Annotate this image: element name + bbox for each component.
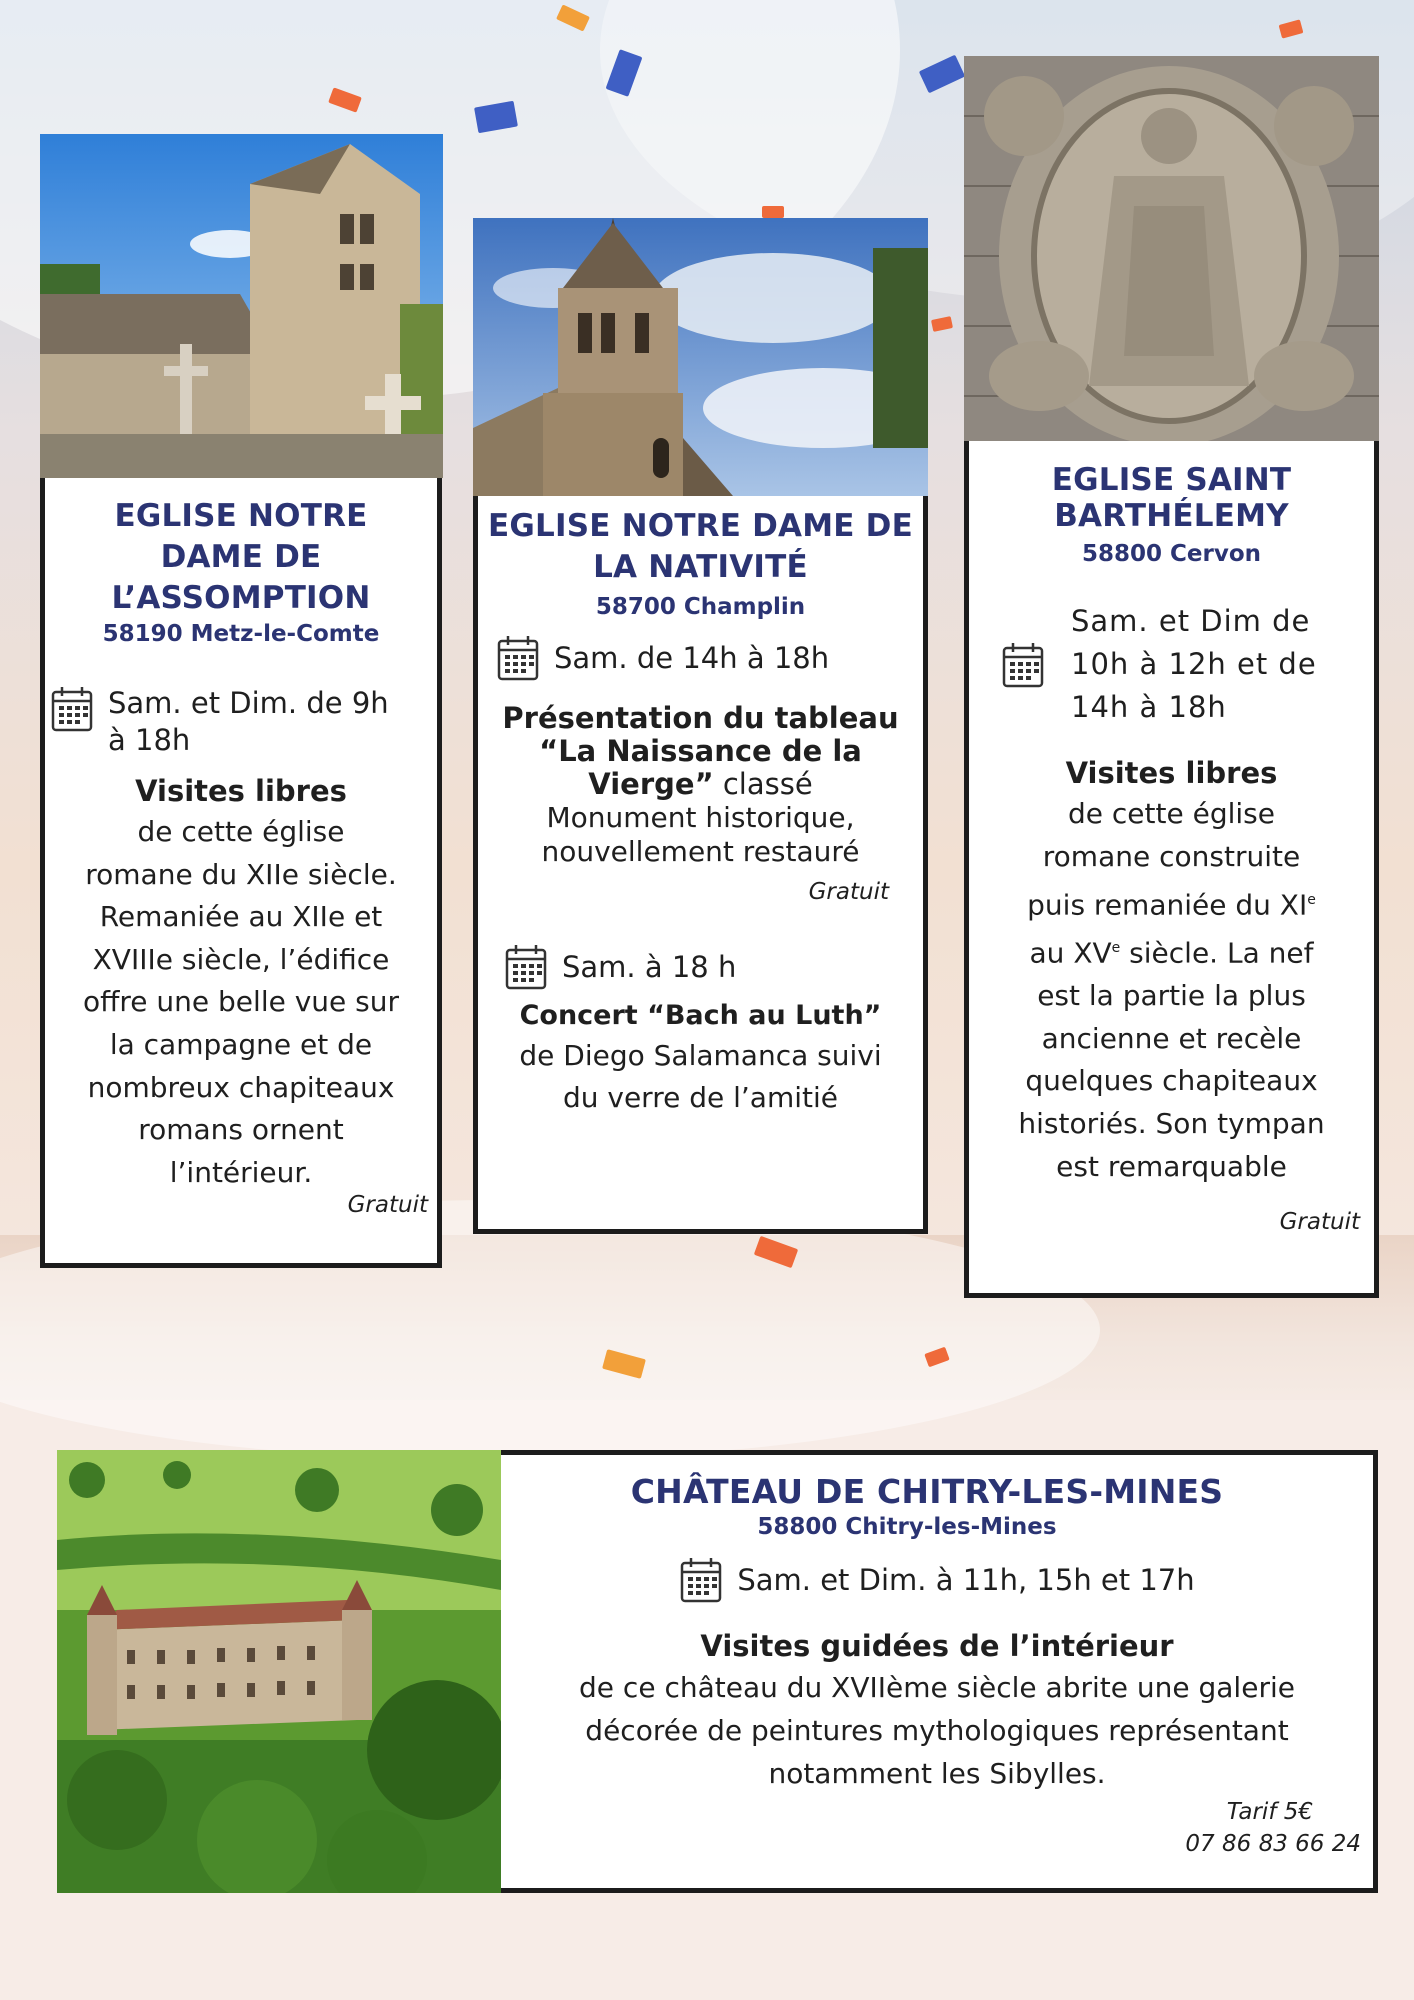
superscript: e: [1307, 891, 1316, 908]
card-headline-2: Concert “Bach au Luth”: [519, 1000, 882, 1031]
headline-line: [478, 768, 923, 801]
card-price: Gratuit: [347, 1192, 428, 1219]
card-location: 58800 Cervon: [1081, 541, 1261, 567]
desc-line: décorée de peintures mythologiques représentant: [585, 1714, 1289, 1747]
desc-line: ancienne et recèle: [1041, 1021, 1302, 1055]
headline-tail: classé: [713, 767, 813, 801]
card-description: [969, 793, 1374, 1189]
card-barthelemy-content: [969, 462, 1374, 1235]
card-title-line: L’ASSOMPTION: [111, 580, 371, 616]
card-title: [50, 496, 432, 619]
card-price: Gratuit: [1279, 1208, 1360, 1235]
schedule-row: [50, 685, 432, 759]
card-title-line: DAME DE: [160, 539, 322, 575]
calendar-icon: [504, 943, 548, 991]
card-description: [501, 1666, 1373, 1795]
desc-line: [969, 879, 1374, 927]
desc-line: est remarquable: [1056, 1150, 1287, 1184]
tympanum-sculpture-photo: [964, 56, 1379, 441]
desc-line: nouvellement restauré: [541, 835, 860, 868]
schedule-text: Sam. à 18 h: [562, 950, 737, 984]
schedule-line: Sam. et Dim de: [1071, 604, 1311, 638]
card-title: CHÂTEAU DE CHITRY-LES-MINES: [630, 1472, 1224, 1511]
card-location: 58190 Metz-le-Comte: [102, 621, 380, 647]
chateau-content: [501, 1472, 1373, 1857]
card-title-line: EGLISE NOTRE DAME DE: [488, 508, 913, 544]
desc-line: du verre de l’amitié: [562, 1081, 839, 1114]
desc-line: Remaniée au XIIe et: [99, 900, 383, 934]
schedule-row: [501, 1556, 1373, 1604]
bell-tower-svg: [473, 218, 928, 496]
card-title: [969, 462, 1374, 534]
bell-tower-photo: [473, 218, 928, 496]
card-headline: Visites guidées de l’intérieur: [700, 1629, 1174, 1663]
desc-line: [969, 927, 1374, 975]
desc-line: de Diego Salamanca suivi: [519, 1039, 882, 1072]
card-description: [50, 811, 432, 1194]
desc-line: la campagne et de: [109, 1027, 373, 1061]
desc-line: notamment les Sibylles.: [768, 1757, 1106, 1790]
desc-line: historiés. Son tympan: [1018, 1107, 1325, 1141]
chateau-svg: [57, 1450, 501, 1893]
church-tower-photo: [40, 134, 443, 478]
card-headline: Visites libres: [1065, 756, 1278, 790]
desc-line-text: siècle. La nef: [1120, 936, 1314, 970]
calendar-icon: [496, 634, 540, 682]
tympanum-svg: [964, 56, 1379, 441]
desc-line: romane du XIIe siècle.: [85, 857, 397, 891]
card-assomption-content: [50, 496, 432, 1218]
card-price: Tarif 5€: [1226, 1799, 1313, 1825]
desc-line-text: au XV: [1029, 936, 1112, 970]
card-title: [478, 506, 923, 588]
schedule-line: 10h à 12h et de: [1071, 647, 1317, 681]
card-nativite-content: [478, 506, 923, 1119]
desc-line: nombreux chapiteaux: [87, 1070, 395, 1104]
desc-line: de cette église: [1068, 797, 1275, 830]
headline-line: Présentation du tableau: [502, 701, 899, 735]
desc-line: de ce château du XVIIème siècle abrite une galerie: [579, 1671, 1295, 1704]
schedule-text: Sam. et Dim. à 11h, 15h et 17h: [737, 1563, 1195, 1597]
desc-line: quelques chapiteaux: [1025, 1064, 1318, 1098]
confetti: [762, 206, 784, 218]
desc-line: XVIIIe siècle, l’édifice: [92, 942, 390, 976]
card-title-line: EGLISE SAINT: [1051, 462, 1292, 498]
card-title-line: EGLISE NOTRE: [114, 498, 368, 534]
schedule-text: [108, 685, 389, 759]
card-headline: Visites libres: [135, 774, 347, 808]
card-title-line: BARTHÉLEMY: [1054, 498, 1289, 534]
superscript: e: [1111, 939, 1121, 956]
desc-line: offre une belle vue sur: [82, 985, 400, 1019]
schedule-line: 14h à 18h: [1071, 690, 1227, 724]
contact-phone[interactable]: 07 86 83 66 24: [1185, 1831, 1361, 1857]
desc-line-text: puis remaniée du XI: [1027, 887, 1308, 921]
desc-line: de cette église: [137, 815, 345, 848]
card-headline: [478, 702, 923, 801]
schedule-text: Sam. de 14h à 18h: [554, 641, 830, 675]
headline-tail-bold: Vierge”: [588, 767, 714, 801]
card-location: 58700 Champlin: [595, 594, 806, 620]
schedule-line: Sam. et Dim. de 9h: [108, 686, 389, 720]
schedule-row-2: [478, 943, 923, 991]
desc-line: l’intérieur.: [169, 1155, 313, 1189]
desc-line: est la partie la plus: [1037, 978, 1306, 1012]
church-photo-svg: [40, 134, 443, 478]
card-location: 58800 Chitry-les-Mines: [757, 1514, 1057, 1540]
desc-line: Monument historique,: [546, 801, 855, 834]
schedule-row: [969, 600, 1374, 729]
schedule-text: [1059, 600, 1317, 729]
schedule-row: [478, 634, 923, 682]
schedule-line: à 18h: [108, 723, 191, 757]
card-price: Gratuit: [808, 879, 889, 905]
desc-line: romane construite: [1042, 839, 1301, 873]
chateau-aerial-photo: [57, 1450, 501, 1893]
card-description: [478, 801, 923, 869]
calendar-icon: [50, 685, 94, 733]
calendar-icon: [1001, 641, 1045, 689]
card-title-line: LA NATIVITÉ: [593, 549, 808, 585]
card-description-2: [478, 1035, 923, 1119]
calendar-icon: [679, 1556, 723, 1604]
desc-line: romans ornent: [138, 1113, 344, 1147]
headline-line: “La Naissance de la: [539, 734, 862, 768]
